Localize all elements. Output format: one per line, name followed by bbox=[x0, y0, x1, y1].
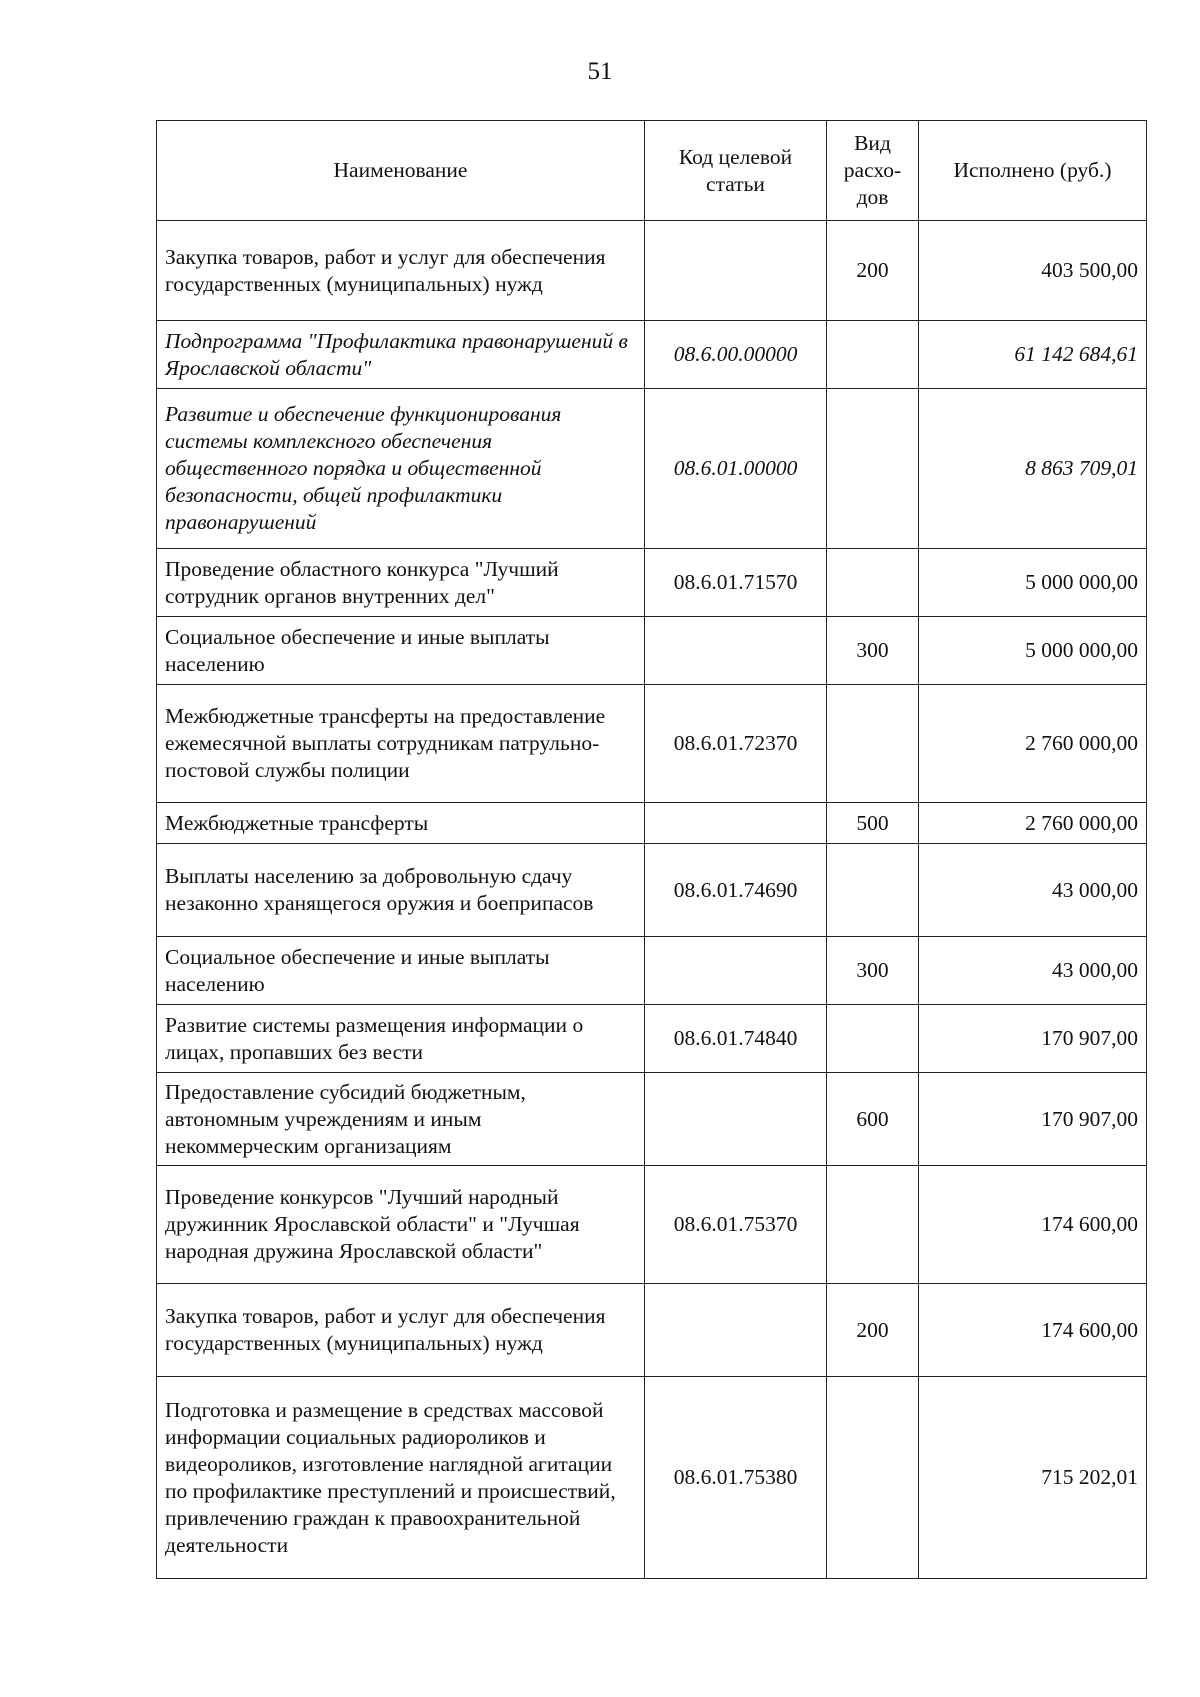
table-row bbox=[157, 1284, 1147, 1377]
row-name-cell: Закупка товаров, работ и услуг для обеспечения государственных (муниципальных) нужд bbox=[157, 1284, 645, 1377]
table-row bbox=[157, 1377, 1147, 1579]
table-row bbox=[157, 685, 1147, 803]
row-name-cell: Межбюджетные трансферты на предоставление ежемесячной выплаты сотрудникам патрульно-постовой службы полиции bbox=[157, 685, 645, 803]
row-type-cell bbox=[827, 321, 919, 389]
row-type-cell: 300 bbox=[827, 937, 919, 1005]
table-row bbox=[157, 844, 1147, 937]
row-amount-cell: 43 000,00 bbox=[919, 844, 1147, 937]
row-name-cell: Подпрограмма "Профилактика правонарушений в Ярославской области" bbox=[157, 321, 645, 389]
table-header-row bbox=[157, 121, 1147, 221]
row-type-cell: 200 bbox=[827, 1284, 919, 1377]
row-type-cell bbox=[827, 844, 919, 937]
row-name-cell: Выплаты населению за добровольную сдачу незаконно хранящегося оружия и боеприпасов bbox=[157, 844, 645, 937]
page-number: 51 bbox=[587, 58, 613, 85]
row-code-cell: 08.6.01.75380 bbox=[645, 1377, 827, 1579]
table-row bbox=[157, 937, 1147, 1005]
row-code-cell: 08.6.01.72370 bbox=[645, 685, 827, 803]
row-amount-cell: 8 863 709,01 bbox=[919, 389, 1147, 549]
row-code-cell: 08.6.01.74690 bbox=[645, 844, 827, 937]
row-code-cell: 08.6.01.71570 bbox=[645, 549, 827, 617]
row-type-cell bbox=[827, 549, 919, 617]
row-amount-cell: 61 142 684,61 bbox=[919, 321, 1147, 389]
budget-table bbox=[156, 120, 1147, 1579]
row-name-cell: Подготовка и размещение в средствах массовой информации социальных радиороликов и видеороликов, изготовление наглядной агитации по профилактике преступлений и происшествий, привлечению граждан к правоохранительной деятельности bbox=[157, 1377, 645, 1579]
row-type-cell: 500 bbox=[827, 803, 919, 844]
row-code-cell bbox=[645, 937, 827, 1005]
row-amount-cell: 170 907,00 bbox=[919, 1005, 1147, 1073]
row-code-cell: 08.6.01.74840 bbox=[645, 1005, 827, 1073]
header-code: Код целевой статьи bbox=[645, 121, 827, 221]
row-amount-cell: 2 760 000,00 bbox=[919, 685, 1147, 803]
row-name-cell: Развитие системы размещения информации о лицах, пропавших без вести bbox=[157, 1005, 645, 1073]
row-type-cell bbox=[827, 389, 919, 549]
row-type-cell: 600 bbox=[827, 1073, 919, 1166]
row-amount-cell: 170 907,00 bbox=[919, 1073, 1147, 1166]
row-name-cell: Социальное обеспечение и иные выплаты населению bbox=[157, 937, 645, 1005]
row-code-cell bbox=[645, 1073, 827, 1166]
row-amount-cell: 403 500,00 bbox=[919, 221, 1147, 321]
row-type-cell bbox=[827, 685, 919, 803]
row-code-cell: 08.6.00.00000 bbox=[645, 321, 827, 389]
row-amount-cell: 5 000 000,00 bbox=[919, 549, 1147, 617]
row-code-cell: 08.6.01.75370 bbox=[645, 1166, 827, 1284]
table-body bbox=[157, 221, 1147, 1579]
header-name: Наименование bbox=[157, 121, 645, 221]
row-name-cell: Закупка товаров, работ и услуг для обеспечения государственных (муниципальных) нужд bbox=[157, 221, 645, 321]
row-amount-cell: 174 600,00 bbox=[919, 1166, 1147, 1284]
row-type-cell: 200 bbox=[827, 221, 919, 321]
row-amount-cell: 43 000,00 bbox=[919, 937, 1147, 1005]
table-row bbox=[157, 1005, 1147, 1073]
table-row bbox=[157, 389, 1147, 549]
row-name-cell: Проведение областного конкурса "Лучший сотрудник органов внутренних дел" bbox=[157, 549, 645, 617]
row-type-cell bbox=[827, 1166, 919, 1284]
table-row bbox=[157, 549, 1147, 617]
table-row bbox=[157, 617, 1147, 685]
row-code-cell bbox=[645, 1284, 827, 1377]
row-type-cell bbox=[827, 1005, 919, 1073]
table-row bbox=[157, 803, 1147, 844]
row-amount-cell: 2 760 000,00 bbox=[919, 803, 1147, 844]
row-amount-cell: 715 202,01 bbox=[919, 1377, 1147, 1579]
row-type-cell bbox=[827, 1377, 919, 1579]
table-row bbox=[157, 321, 1147, 389]
row-code-cell bbox=[645, 617, 827, 685]
table-row bbox=[157, 1073, 1147, 1166]
row-name-cell: Межбюджетные трансферты bbox=[157, 803, 645, 844]
row-type-cell: 300 bbox=[827, 617, 919, 685]
row-amount-cell: 174 600,00 bbox=[919, 1284, 1147, 1377]
row-name-cell: Развитие и обеспечение функционирования системы комплексного обеспечения общественного порядка и общественной безопасности, общей профилактики правонарушений bbox=[157, 389, 645, 549]
table-row bbox=[157, 221, 1147, 321]
row-code-cell bbox=[645, 803, 827, 844]
row-amount-cell: 5 000 000,00 bbox=[919, 617, 1147, 685]
header-amount: Исполнено (руб.) bbox=[919, 121, 1147, 221]
table-row bbox=[157, 1166, 1147, 1284]
row-name-cell: Социальное обеспечение и иные выплаты населению bbox=[157, 617, 645, 685]
row-code-cell: 08.6.01.00000 bbox=[645, 389, 827, 549]
header-type: Вид расхо-дов bbox=[827, 121, 919, 221]
row-name-cell: Предоставление субсидий бюджетным, автономным учреждениям и иным некоммерческим организациям bbox=[157, 1073, 645, 1166]
row-name-cell: Проведение конкурсов "Лучший народный дружинник Ярославской области" и "Лучшая народная дружина Ярославской области" bbox=[157, 1166, 645, 1284]
row-code-cell bbox=[645, 221, 827, 321]
